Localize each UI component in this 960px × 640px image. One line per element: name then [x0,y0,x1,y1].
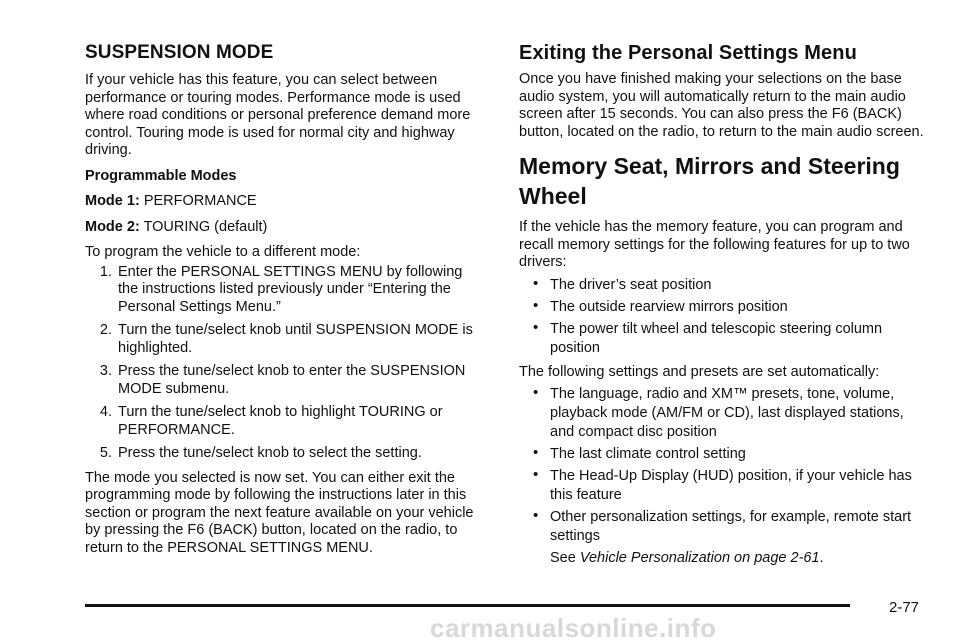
program-intro: To program the vehicle to a different mode: [85,244,361,260]
step-item: 1. Enter the PERSONAL SETTINGS MENU by following the instructions listed previously under “Entering the Personal Settings Menu.” [116,264,485,317]
step-item: 2. Turn the tune/select knob until SUSPENSION MODE is highlighted. [116,322,485,357]
suspension-intro: If your vehicle has this feature, you can select between performance or touring modes. Performance mode is used where road conditions or personal preference demand more control. Touring mode is used for normal city and highway driving. [85,72,471,158]
list-item [533,508,927,568]
watermark: carmanualsonline.info [430,616,717,640]
list-item: • The driver’s seat position [533,276,927,295]
list-item: • The outside rearview mirrors position [533,298,927,317]
step-item: 4. Turn the tune/select knob to highlight TOURING or PERFORMANCE. [116,404,485,439]
list-item: • The Head-Up Display (HUD) position, if your vehicle has this feature [533,467,927,505]
auto-intro: The following settings and presets are set automatically: [519,363,880,380]
right-column [519,40,927,574]
page-number: 2-77 [889,599,920,616]
footer-rule [85,604,850,607]
memory-heading: Memory Seat, Mirrors and Steering Wheel [519,153,900,209]
suspension-mode-heading: SUSPENSION MODE [85,42,274,63]
list-item: • The last climate control setting [533,445,927,464]
programmable-modes-label: Programmable Modes [85,167,237,184]
auto-features-list [519,385,927,568]
step-item: 3. Press the tune/select knob to enter the SUSPENSION MODE submenu. [116,363,485,398]
mode-2 [85,219,485,237]
step-item: 5. Press the tune/select knob to select the setting. [116,445,485,463]
exit-text: Once you have finished making your selections on the base audio system, you will automatically return to the main audio screen after 15 seconds. You can also press the F6 (BACK) button, located on the radio, to return to the main audio screen. [519,71,924,140]
mode-2-value: TOURING (default) [143,218,268,235]
see-reference-link[interactable]: Vehicle Personalization on page 2-61 [579,550,820,566]
mode-1-label: Mode 1: [85,193,140,209]
mode-1 [85,193,485,211]
closing-paragraph: The mode you selected is now set. You can either exit the programming mode by following the instructions later in this section or program the next feature available on your vehicle by pressing the F6 (BACK) button, located on the radio, to return to the PERSONAL SETTINGS MENU. [85,469,474,556]
list-item: • The power tilt wheel and telescopic steering column position [533,320,927,358]
exit-heading: Exiting the Personal Settings Menu [519,42,857,64]
see-prefix: See [550,550,580,566]
memory-intro: If the vehicle has the memory feature, you can program and recall memory settings for the following features for up to two drivers: [519,219,910,270]
auto-feature-4-text: Other personalization settings, for example, remote start settings [550,509,912,544]
memory-features-list [519,276,927,358]
left-column [85,42,485,565]
list-item: • The language, radio and XM™ presets, tone, volume, playback mode (AM/FM or CD), last displayed stations, and compact disc position [533,385,927,442]
see-suffix: . [819,550,824,566]
mode-2-label: Mode 2: [85,218,140,235]
see-reference [550,549,927,568]
mode-1-value: PERFORMANCE [143,193,257,209]
program-steps [85,264,485,463]
